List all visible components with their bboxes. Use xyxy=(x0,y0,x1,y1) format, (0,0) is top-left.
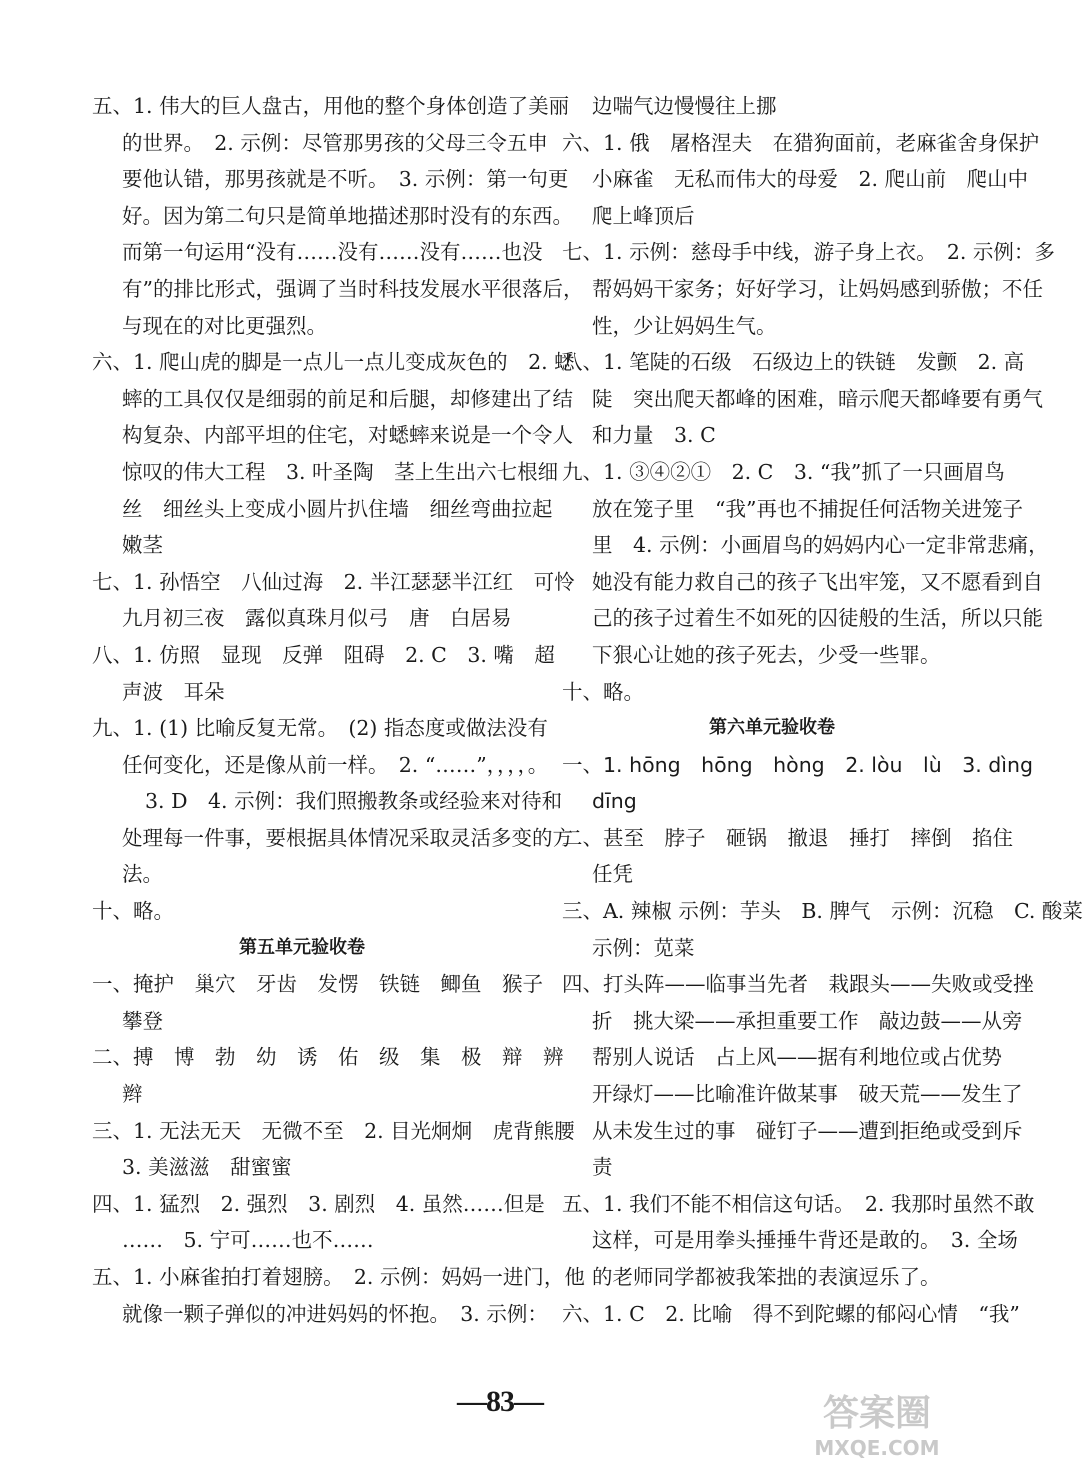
answer-line: 五、1. 小麻雀拍打着翅膀。 2. 示例：妈妈一进门，他 xyxy=(92,1265,585,1289)
answer-line: 五、1. 伟大的巨人盘古，用他的整个身体创造了美丽 xyxy=(92,94,570,118)
answer-line: 丝 细丝头上变成小圆片扒住墙 细丝弯曲拉起 xyxy=(122,496,553,521)
answer-line: 一、1. hōng hōng hòng 2. lòu lù 3. dìng xyxy=(562,752,1033,777)
answer-line: 折 挑大梁——承担重要工作 敲边鼓——从旁 xyxy=(592,1008,1023,1033)
answer-line: 的老师同学都被我笨拙的表演逗乐了。 xyxy=(592,1265,941,1289)
answer-line: 放在笼子里 “我”再也不捕捉任何活物关进笼子 xyxy=(592,496,1023,521)
answer-line: 有”的排比形式，强调了当时科技发展水平很落后， xyxy=(122,276,584,301)
answer-line: 七、1. 示例：慈母手中线，游子身上衣。 2. 示例：多 xyxy=(562,240,1055,265)
watermark-brand: 答案圈 xyxy=(822,1393,932,1434)
answer-line: 而第一句运用“没有……没有……没有……也没 xyxy=(122,240,543,265)
answer-line: 蟀的工具仅仅是细弱的前足和后腿，却修建出了结 xyxy=(122,386,573,411)
answer-line: 法。 xyxy=(122,862,163,887)
answer-line: 3. 美滋滋 甜蜜蜜 xyxy=(122,1155,292,1180)
answer-line: 嫩茎 xyxy=(122,533,163,558)
answer-line: 爬上峰顶后 xyxy=(592,203,695,228)
answer-line: 己的孩子过着生不如死的囚徒般的生活，所以只能 xyxy=(592,606,1043,631)
answer-line: 七、1. 孙悟空 八仙过海 2. 半江瑟瑟半江红 可怜 xyxy=(92,569,575,594)
answer-line: dīng xyxy=(592,789,637,814)
answer-line: 十、略。 xyxy=(92,899,174,924)
answer-line: 三、A. 辣椒 示例：芋头 B. 脾气 示例：沉稳 C. 酸菜 xyxy=(562,899,1083,924)
watermark-logo xyxy=(765,1381,990,1461)
answer-line: 好。因为第二句只是简单地描述那时没有的东西。 xyxy=(122,203,573,228)
page-number: —83— xyxy=(457,1385,543,1418)
answer-line: 二、甚至 脖子 砸锅 撤退 捶打 摔倒 掐住 xyxy=(562,825,1013,850)
answer-line: 九、1. ③④②① 2. C 3. “我”抓了一只画眉鸟 xyxy=(562,459,1005,484)
answer-line: 六、1. C 2. 比喻 得不到陀螺的郁闷心情 “我” xyxy=(562,1301,1020,1326)
answer-line: 小麻雀 无私而伟大的母爱 2. 爬山前 爬山中 xyxy=(592,167,1029,192)
answer-line: 示例：苋菜 xyxy=(592,935,695,960)
section-heading: 第五单元验收卷 xyxy=(239,936,365,958)
answer-line: 下狠心让她的孩子死去，少受一些罪。 xyxy=(592,642,941,667)
answer-line: 六、1. 爬山虎的脚是一点儿一点儿变成灰色的 2. 蟋 xyxy=(92,350,575,375)
answer-line: 的世界。 2. 示例：尽管那男孩的父母三令五申 xyxy=(122,130,548,155)
answer-line: 惊叹的伟大工程 3. 叶圣陶 茎上生出六七根细 xyxy=(122,459,559,484)
answer-line: 六、1. 俄 屠格涅夫 在猎狗面前，老麻雀舍身保护 xyxy=(562,130,1040,155)
answer-line: 和力量 3. C xyxy=(592,423,716,448)
answer-line: 要他认错，那男孩就是不听。 3. 示例：第一句更 xyxy=(122,167,569,192)
answer-line: 八、1. 笔陡的石级 石级边上的铁链 发颤 2. 高 xyxy=(562,350,1025,375)
answer-line: 攀登 xyxy=(122,1008,163,1033)
answer-line: 陡 突出爬天都峰的困难，暗示爬天都峰要有勇气 xyxy=(592,386,1043,411)
answer-line: 里 4. 示例：小画眉鸟的妈妈内心一定非常悲痛， xyxy=(592,533,1049,558)
answer-line: 责 xyxy=(592,1155,613,1180)
answer-line: 这样，可是用拳头捶捶牛背还是敢的。 3. 全场 xyxy=(592,1228,1018,1253)
answer-line: 三、1. 无法无天 无微不至 2. 目光炯炯 虎背熊腰 xyxy=(92,1118,575,1143)
answer-line: …… 5. 宁可……也不…… xyxy=(122,1228,374,1253)
answer-line: 性，少让妈妈生气。 xyxy=(592,313,777,338)
left-column xyxy=(92,88,585,1332)
answer-line: 二、搏 博 勃 幼 诱 佑 级 集 极 辩 辨 xyxy=(92,1045,564,1070)
answer-line: 任凭 xyxy=(592,862,633,887)
answer-line: 她没有能力救自己的孩子飞出牢笼，又不愿看到自 xyxy=(592,569,1043,594)
answer-line: 九月初三夜 露似真珠月似弓 唐 白居易 xyxy=(122,606,512,631)
right-column xyxy=(562,88,1083,1332)
answer-line: 声波 耳朵 xyxy=(122,679,225,704)
answer-line: 帮别人说话 占上风——据有利地位或占优势 xyxy=(592,1045,1002,1070)
answer-line: 构复杂、内部平坦的住宅，对蟋蟀来说是一个令人 xyxy=(122,423,573,448)
answer-line: 与现在的对比更强烈。 xyxy=(122,313,327,338)
answer-line: 八、1. 仿照 显现 反弹 阻碍 2. C 3. 嘴 超 xyxy=(92,642,555,667)
answer-line: 一、掩护 巢穴 牙齿 发愣 铁链 鲫鱼 猴子 xyxy=(92,972,543,997)
answer-line: 十、略。 xyxy=(562,679,644,704)
answer-line: 帮妈妈干家务；好好学习，让妈妈感到骄傲；不任 xyxy=(592,276,1043,301)
answer-line: 从未发生过的事 碰钉子——遭到拒绝或受到斥 xyxy=(592,1118,1023,1143)
watermark-url: MXQE.COM xyxy=(814,1436,940,1460)
answer-line: 任何变化，还是像从前一样。 2. “……”，，，，。 xyxy=(122,752,549,777)
answer-line: 九、1. (1) 比喻反复无常。 (2) 指态度或做法没有 xyxy=(92,716,548,741)
answer-line: 四、1. 猛烈 2. 强烈 3. 剧烈 4. 虽然……但是 xyxy=(92,1191,545,1216)
answer-line: 3. D 4. 示例：我们照搬教条或经验来对待和 xyxy=(145,789,563,814)
answer-line: 五、1. 我们不能不相信这句话。 2. 我那时虽然不敢 xyxy=(562,1191,1035,1216)
answer-line: 辫 xyxy=(122,1082,143,1107)
section-heading: 第六单元验收卷 xyxy=(709,717,835,739)
answer-line: 就像一颗子弹似的冲进妈妈的怀抱。 3. 示例： xyxy=(122,1301,548,1326)
answer-line: 开绿灯——比喻准许做某事 破天荒——发生了 xyxy=(592,1082,1023,1107)
answer-line: 四、打头阵——临事当先者 栽跟头——失败或受挫 xyxy=(562,972,1034,997)
answer-line: 处理每一件事，要根据具体情况采取灵活多变的方 xyxy=(122,825,573,850)
answer-line: 边喘气边慢慢往上挪 xyxy=(592,94,777,118)
